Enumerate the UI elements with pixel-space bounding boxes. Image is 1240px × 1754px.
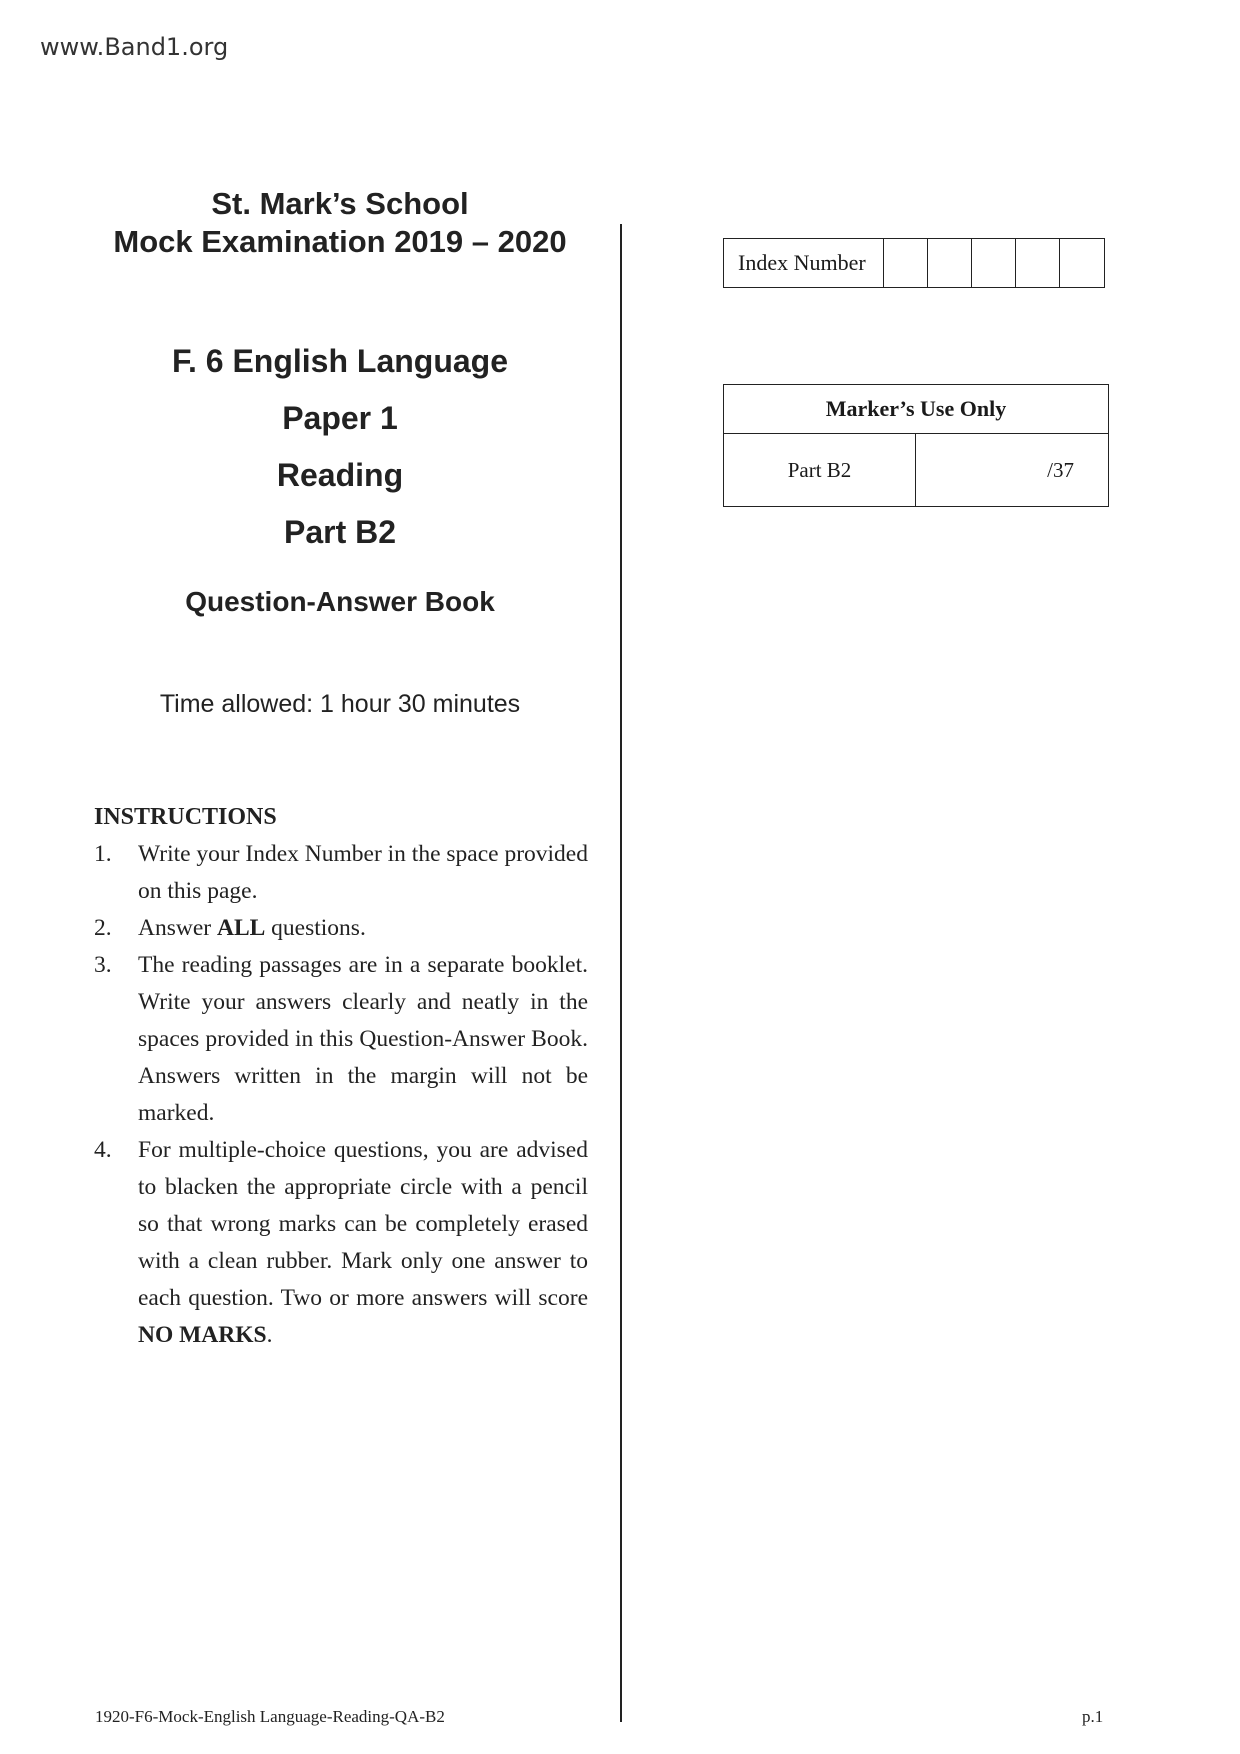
component-title: Reading (276, 457, 404, 493)
index-number-box (723, 238, 1105, 288)
instruction-text: . (266, 1322, 273, 1348)
index-number-cell[interactable] (884, 239, 928, 287)
watermark-url: www.Band1.org (40, 33, 229, 61)
footer-page-number: p.1 (1082, 1707, 1104, 1726)
instructions-list (94, 836, 588, 1354)
instruction-item (94, 910, 588, 947)
instructions-heading: INSTRUCTIONS (94, 804, 277, 830)
instruction-number: 2. (94, 915, 112, 941)
instruction-number: 1. (94, 841, 112, 867)
index-number-cell[interactable] (1016, 239, 1060, 287)
book-title: Question-Answer Book (185, 586, 495, 617)
index-number-cell[interactable] (1060, 239, 1104, 287)
instruction-number: 3. (94, 952, 112, 978)
instruction-text: questions. (265, 915, 366, 941)
index-number-cell[interactable] (972, 239, 1016, 287)
instruction-item (94, 836, 588, 910)
marker-use-box (723, 384, 1109, 507)
paper-title: Paper 1 (282, 400, 398, 436)
part-title: Part B2 (283, 514, 397, 550)
instruction-text: Write your Index Number in the space provided on this page. (138, 841, 588, 904)
instruction-item (94, 947, 588, 1132)
index-number-label: Index Number (724, 239, 884, 287)
instruction-emphasis: ALL (216, 915, 266, 941)
marker-part-label: Part B2 (724, 434, 916, 506)
exam-title: Mock Examination 2019 – 2020 (113, 224, 567, 259)
index-number-cell[interactable] (928, 239, 972, 287)
marker-score-row (724, 434, 1108, 506)
school-name: St. Mark’s School (211, 186, 469, 221)
instruction-text: The reading passages are in a separate booklet. Write your answers clearly and neatly in the spaces provided in this Question-Answer Book. Answers written in the margin will not be marked. (138, 952, 588, 1126)
instruction-text: For multiple-choice questions, you are advised to blacken the appropriate circle with a pencil so that wrong marks can be completely erased with a clean rubber. Mark only one answer to each question. Two or more answers will score (138, 1137, 588, 1311)
marker-score-total: /37 (1047, 458, 1074, 482)
instructions-section (94, 799, 588, 1354)
footer-document-code: 1920-F6-Mock-English Language-Reading-QA-B2 (95, 1707, 445, 1726)
instruction-text: Answer (138, 915, 217, 941)
time-allowed: Time allowed: 1 hour 30 minutes (159, 690, 521, 718)
subject-title: F. 6 English Language (171, 343, 509, 379)
instruction-emphasis: NO MARKS (138, 1322, 267, 1348)
marker-use-title: Marker’s Use Only (724, 385, 1108, 434)
instruction-item (94, 1132, 588, 1354)
column-divider (620, 224, 622, 1722)
instruction-number: 4. (94, 1137, 112, 1163)
